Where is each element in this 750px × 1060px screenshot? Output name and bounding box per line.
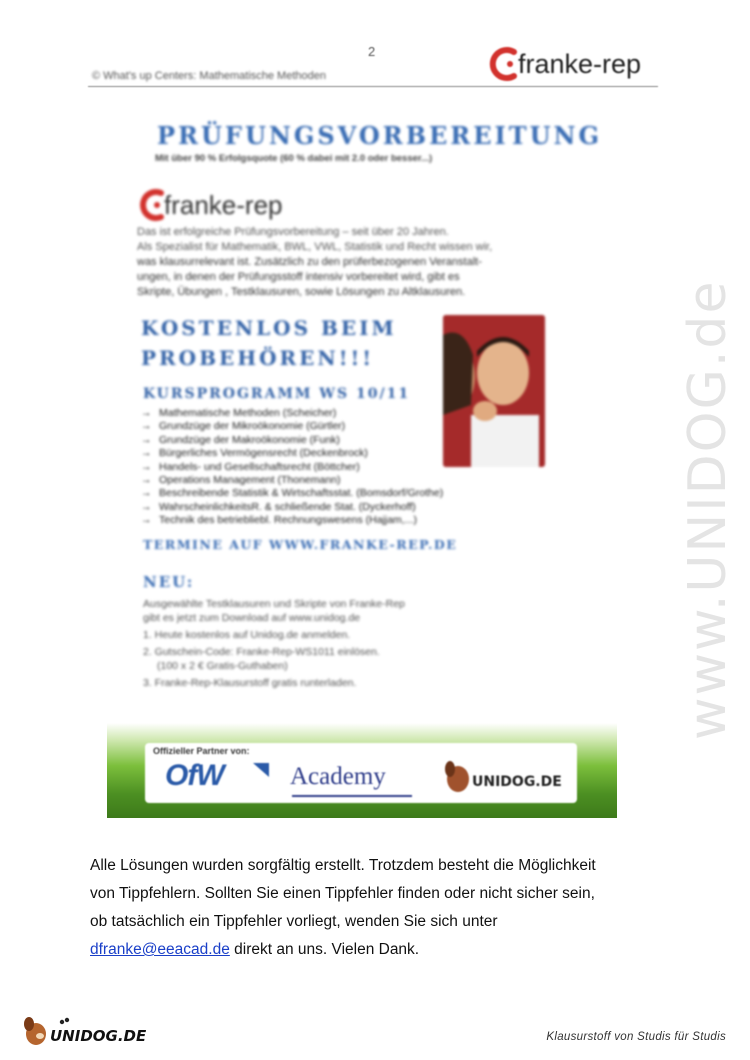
arrow-right-icon: → — [141, 433, 152, 446]
course-item: → Mathematische Methoden (Scheicher) — [141, 407, 337, 419]
arrow-right-icon: → — [141, 460, 152, 473]
notice-line — [90, 936, 690, 964]
flyer-photo — [443, 315, 545, 467]
watermark-text: www.UNIDOG.de — [678, 279, 738, 740]
course-item: → Operations Management (Thonemann) — [141, 474, 341, 487]
notice-line-rest: direkt an uns. Vielen Dank. — [229, 941, 420, 958]
partner-box — [145, 743, 577, 803]
unidog-partner-logo — [440, 759, 570, 799]
header-title: © What's up Centers: Mathematische Methoden — [92, 70, 326, 82]
intro-line: was klausurrelevant ist. Zusätzlich zu den prüferbezogenen Veranstalt- — [137, 256, 482, 268]
header-divider — [88, 86, 658, 87]
course-item: → Technik des betriebliebl. Rechnungswesens (Hajjam,...) — [141, 514, 417, 527]
offer-step: 1. Heute kostenlos auf Unidog.de anmelden. — [143, 629, 351, 641]
flyer-content — [107, 103, 617, 818]
course-item: → Beschreibende Statistik & Wirtschaftsstat. (Bomsdorf/Grothe) — [141, 487, 444, 500]
course-list — [141, 407, 443, 528]
flyer-subline: Mit über 90 % Erfolgsquote (60 % dabei mit 2.0 oder besser...) — [155, 153, 433, 164]
offer-step: 3. Franke-Rep-Klausurstoff gratis runterladen. — [143, 677, 357, 689]
new-offer-text — [143, 597, 583, 690]
free-trial-line: PROBEHÖREN!!! — [141, 346, 375, 370]
intro-line: ungen, in denen der Prüfungsstoff intensiv vorbereitet wird, gibt es — [137, 271, 460, 283]
arrow-right-icon: → — [141, 500, 152, 513]
free-trial-heading — [141, 313, 397, 373]
header-logo-text: franke-rep — [518, 49, 642, 79]
people-illustration — [443, 315, 545, 467]
notice-paragraph — [90, 852, 690, 964]
arrow-right-icon: → — [141, 447, 152, 460]
arrow-right-icon: → — [141, 420, 152, 433]
footer-logo-text: UNIDOG.DE — [50, 1027, 147, 1045]
academy-underline — [292, 795, 412, 797]
franke-rep-logo — [488, 44, 660, 84]
dates-heading: TERMINE AUF WWW.FRANKE-REP.DE — [143, 537, 458, 552]
course-program-title: KURSPROGRAMM WS 10/11 — [143, 386, 411, 402]
notice-line: von Tippfehlern. Sollten Sie einen Tippfehler finden oder nicht sicher sein, — [90, 885, 595, 902]
page-number: 2 — [368, 44, 376, 59]
advertisement-flyer — [107, 103, 617, 818]
contact-email-link[interactable]: dfranke@eeacad.de — [90, 941, 230, 958]
course-item: → Bürgerliches Vermögensrecht (Deckenbrock) — [141, 447, 368, 460]
offer-step: 2. Gutschein-Code: Franke-Rep-WS1011 einlösen. — [143, 646, 380, 658]
footer-tagline: Klausurstoff von Studis für Studis — [546, 1031, 726, 1043]
ofw-arrow-icon — [253, 763, 269, 777]
flyer-intro — [137, 225, 607, 300]
intro-line: Als Spezialist für Mathematik, BWL, VWL, Statistik und Recht wissen wir, — [137, 241, 493, 253]
arrow-right-icon: → — [141, 474, 152, 487]
notice-line: ob tatsächlich ein Tippfehler vorliegt, wenden Sie sich unter — [90, 913, 498, 930]
partner-label: Offizieller Partner von: — [153, 746, 250, 756]
arrow-right-icon: → — [141, 487, 152, 500]
flyer-franke-rep-logo — [137, 185, 307, 225]
intro-line: Das ist erfolgreiche Prüfungsvorbereitung – seit über 20 Jahren. — [137, 226, 449, 238]
course-item: → Grundzüge der Mikroökonomie (Gürtler) — [141, 420, 346, 433]
course-item: → Grundzüge der Makroökonomie (Funk) — [141, 433, 340, 446]
notice-line: Alle Lösungen wurden sorgfältig erstellt. Trotzdem besteht die Möglichkeit — [90, 857, 596, 874]
offer-step-note: (100 x 2 € Gratis-Guthaben) — [157, 660, 288, 672]
unidog-footer-logo — [20, 1014, 150, 1048]
watermark — [648, 279, 750, 740]
unidog-partner-text: UNIDOG.DE — [472, 774, 562, 790]
course-item: → WahrscheinlichkeitsR. & schließende Stat. (Dyckerhoff) — [141, 500, 416, 513]
new-offer-line: gibt es jetzt zum Download auf www.unidog.de — [143, 612, 361, 624]
new-heading: NEU: — [143, 573, 195, 591]
flyer-logo-text: franke-rep — [164, 190, 283, 220]
course-item: → Handels- und Gesellschaftsrecht (Böttcher) — [141, 460, 360, 473]
new-offer-line: Ausgewählte Testklausuren und Skripte von Franke-Rep — [143, 598, 405, 610]
free-trial-line: KOSTENLOS BEIM — [141, 316, 397, 340]
academy-logo: Academy — [290, 763, 386, 790]
arrow-right-icon: → — [141, 407, 152, 419]
ofw-logo: OfW — [165, 759, 224, 792]
arrow-right-icon: → — [141, 514, 152, 527]
intro-line: Skripte, Übungen , Testklausuren, sowie Lösungen zu Altklausuren. — [137, 286, 466, 298]
flyer-headline: PRÜFUNGSVORBEREITUNG — [157, 121, 602, 150]
